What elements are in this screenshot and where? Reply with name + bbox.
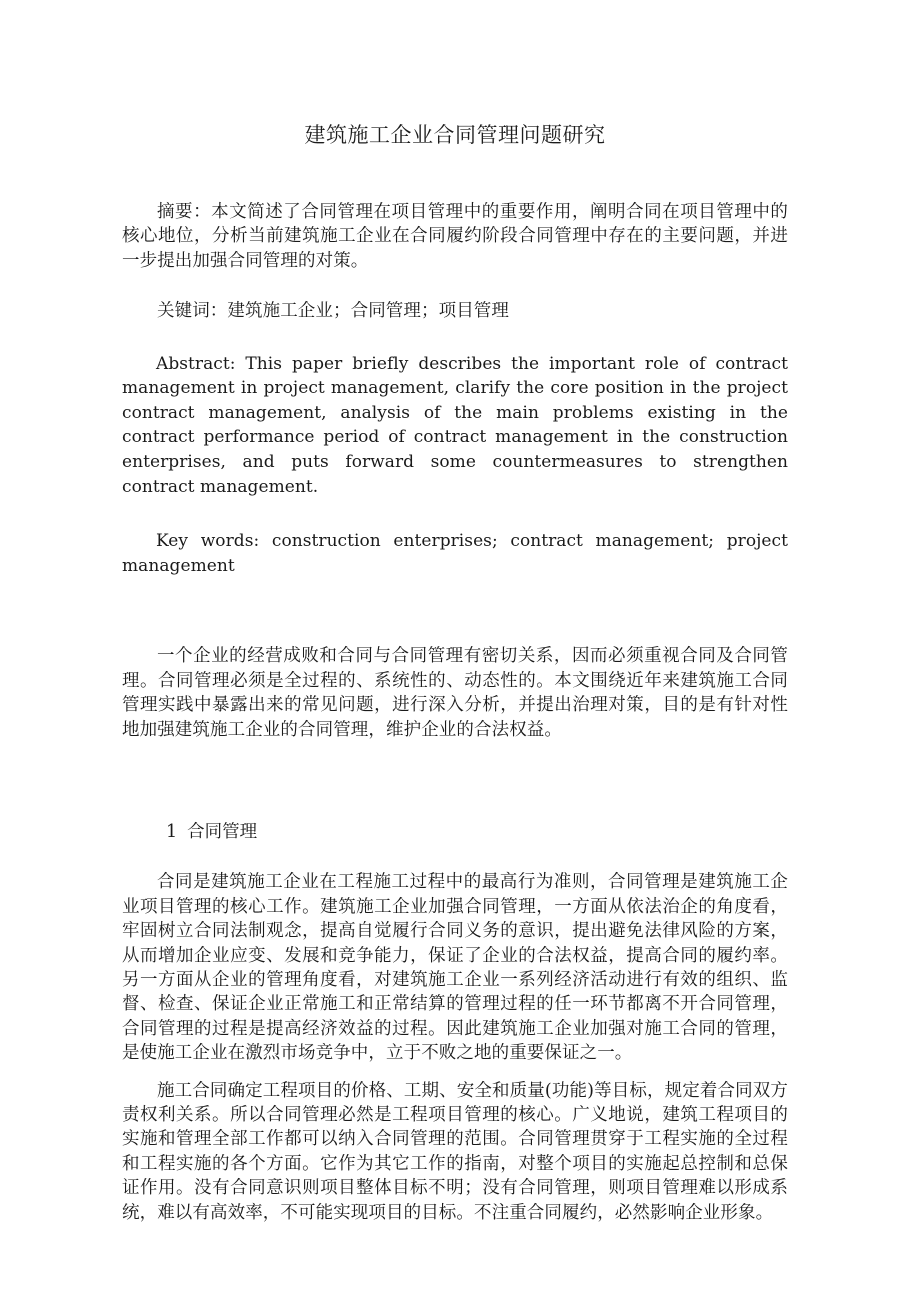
section-number: 1 [166, 822, 178, 842]
spacer-before-keywords-en [122, 499, 788, 529]
spacer-before-section-heading [122, 742, 788, 820]
spacer-before-introduction [122, 578, 788, 644]
spacer-before-abstract [122, 150, 788, 200]
spacer-before-keywords-cn [122, 273, 788, 299]
section-title: 合同管理 [187, 822, 258, 842]
section-1-paragraph-1: 合同是建筑施工企业在工程施工过程中的最高行为准则，合同管理是建筑施工企业项目管理的核心工作。建筑施工企业加强合同管理，一方面从依法治企的角度看，牢固树立合同法制观念，提高自觉履行合同义务的意识，提出避免法律风险的方案，从而增加企业应变、发展和竞争能力，保证了企业的合法权益，提高合同的履约率。另一方面从企业的管理角度看，对建筑施工企业一系列经济活动进行有效的组织、监督、检查、保证企业正常施工和正常结算的管理过程的任一环节都离不开合同管理，合同管理的过程是提高经济效益的过程。因此建筑施工企业加强对施工合同的管理，是使施工企业在激烈市场竞争中，立于不败之地的重要保证之一。 [122, 872, 788, 1064]
spacer-before-abstract-en [122, 324, 788, 352]
page-title: 建筑施工企业合同管理问题研究 [304, 123, 606, 147]
abstract-english: Abstract: This paper briefly describes the important role of contract management in project management, clarify the core position in the project contract management, analysis of the main problems existing in the contract performance period of contract management in the construction enterprises, and puts forward some countermeasures to strengthen contract management. [122, 353, 788, 497]
keywords-english: Key words: construction enterprises; contract management; project management [122, 531, 788, 576]
section-1-paragraph-2: 施工合同确定工程项目的价格、工期、安全和质量(功能)等目标，规定着合同双方责权利关系。所以合同管理必然是工程项目管理的核心。广义地说，建筑工程项目的实施和管理全部工作都可以纳入合同管理的范围。合同管理贯穿于工程实施的全过程和工程实施的各个方面。它作为其它工作的指南，对整个项目的实施起总控制和总保证作用。没有合同意识则项目整体目标不明；没有合同管理，则项目管理难以形成系统，难以有高效率，不可能实现项目的目标。不注重合同履约，必然影响企业形象。 [122, 1080, 788, 1223]
keywords-chinese: 关键词：建筑施工企业；合同管理；项目管理 [157, 301, 509, 322]
spacer-between-paragraphs [122, 1066, 788, 1079]
spacer-after-section-heading [122, 844, 788, 870]
abstract-chinese: 摘要：本文简述了合同管理在项目管理中的重要作用，阐明合同在项目管理中的核心地位，分析当前建筑施工企业在合同履约阶段合同管理中存在的主要问题，并进一步提出加强合同管理的对策。 [122, 202, 788, 271]
section-heading-1 [122, 820, 788, 844]
introduction-paragraph: 一个企业的经营成败和合同与合同管理有密切关系，因而必须重视合同及合同管理。合同管理必须是全过程的、系统性的、动态性的。本文围绕近年来建筑施工合同管理实践中暴露出来的常见问题，进行深入分析，并提出治理对策，目的是有针对性地加强建筑施工企业的合同管理，维护企业的合法权益。 [122, 646, 788, 740]
document-content-column [122, 0, 788, 1225]
